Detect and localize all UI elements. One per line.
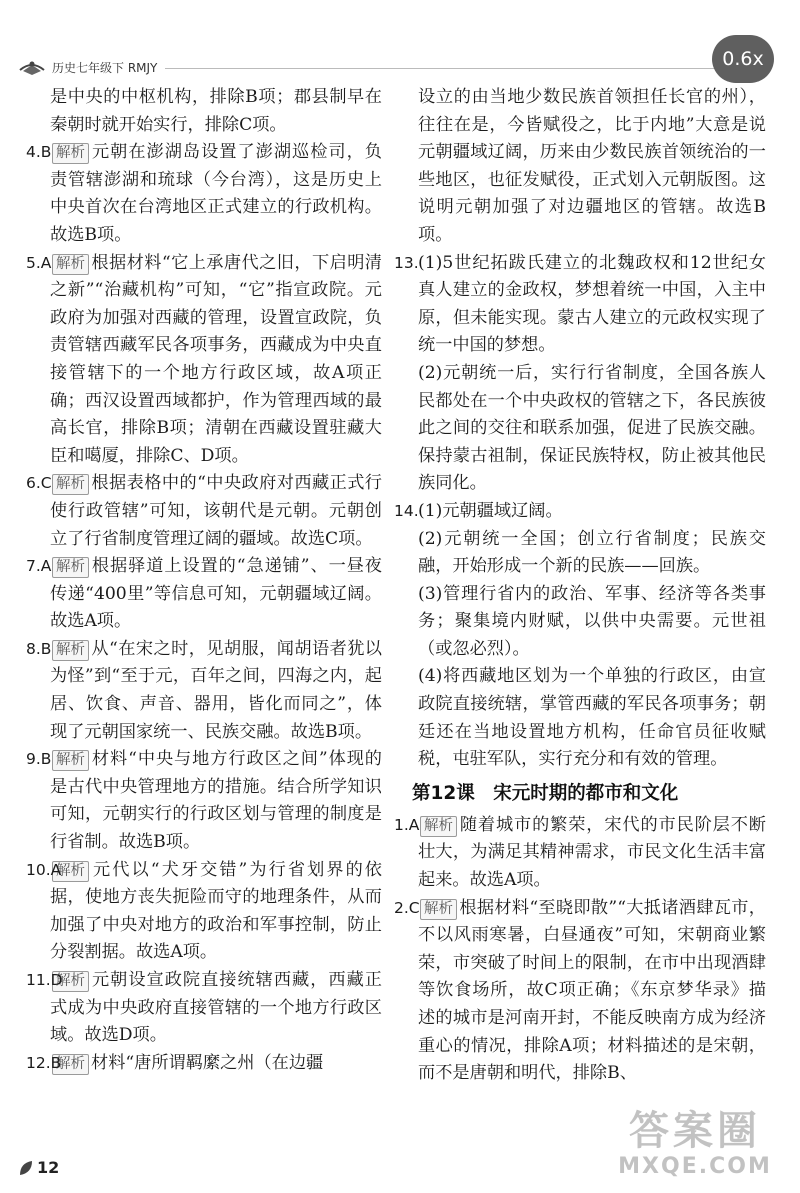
analysis-text: 元朝在澎湖岛设置了澎湖巡检司，负责管辖澎湖和琉球（今台湾），这是历史上中央首次在台湾地区正式建立的行政机构。故选B项。: [50, 142, 382, 245]
analysis-tag: 解析: [52, 971, 89, 992]
answer-number: 12.B: [26, 1053, 62, 1072]
analysis-tag: 解析: [52, 750, 89, 771]
answer-item-10: [26, 857, 382, 967]
answer-item-l12-2: [394, 895, 766, 1088]
answer-part: (2)元朝统一全国；创立行省制度；民族交融，开始形成一个新的民族——回族。: [418, 528, 766, 577]
answer-item-6: [26, 470, 382, 553]
answer-item-8: [26, 636, 382, 746]
answer-item-4: [26, 139, 382, 249]
analysis-text: 元代以“犬牙交错”为行省划界的依据，使地方丧失扼险而守的地理条件，从而加强了中央对地方的政治和军事控制，防止分裂割据。故选A项。: [50, 859, 382, 963]
answer-number: 4.B: [26, 143, 52, 162]
analysis-tag: 解析: [420, 816, 457, 837]
analysis-text: 从“在宋之时，见胡服，闻胡语者犹以为怪”到“至于元，百年之间，四海之内，起居、饮食、声音、器用，皆化而同之”，体现了元朝国家统一、民族交融。故选B项。: [50, 638, 382, 742]
answer-number: 5.A: [26, 253, 52, 272]
answer-item-5: [26, 250, 382, 471]
answer-number: 14.: [394, 501, 419, 520]
analysis-tag: 解析: [52, 143, 89, 164]
analysis-tag: 解析: [52, 254, 89, 275]
answer-text: 是中央的中枢机构，排除B项；郡县制早在秦朝时就开始实行，排除C项。: [50, 87, 382, 135]
left-column: [26, 84, 382, 1077]
answer-number: 1.A: [394, 815, 420, 834]
analysis-text: 根据表格中的“中央政府对西藏正式行使行政管辖”可知，该朝代是元朝。元朝创立了行省制度管理辽阔的疆域。故选C项。: [50, 473, 382, 549]
answer-item-l12-1: [394, 812, 766, 895]
analysis-tag: 解析: [420, 899, 457, 920]
watermark-line-2: MXQE.COM: [618, 1154, 772, 1179]
answer-part: (1)元朝疆域辽阔。: [418, 500, 563, 521]
zoom-level-badge[interactable]: 0.6x: [712, 35, 774, 83]
answer-number: 7.A: [26, 557, 52, 576]
right-column: [394, 84, 766, 1088]
watermark-line-1: 答案圈: [629, 1108, 761, 1154]
answer-part: (3)管理行省内的政治、军事、经济等各类事务；聚集境内财赋，以供中央需要。元世祖（或忽必烈）。: [418, 583, 766, 659]
answer-item-7: [26, 553, 382, 636]
analysis-tag: 解析: [52, 474, 89, 495]
answer-number: 13.: [394, 253, 419, 272]
page-number: [18, 1158, 59, 1177]
analysis-tag: 解析: [52, 861, 89, 882]
book-title: 历史七年级下 RMJY: [52, 60, 158, 75]
page-number-text: 12: [37, 1158, 60, 1177]
analysis-text: 根据材料“它上承唐代之旧，下启明清之新”“治藏机构”可知，“它”指宣政院。元政府为加强对西藏的管理，设置宣政院，负责管辖西藏军民各项事务，西藏成为中央直接管辖下的一个地方行政区域，故A项正确；西汉设置西域都护，作为管理西域的最高长官，排除B项；清朝在西藏设置驻藏大臣和噶厦，排除C、D项。: [50, 252, 382, 466]
answer-part: (2)元朝统一后，实行行省制度，全国各族人民都处在一个中央政权的管辖之下，各民族彼此之间的交往和联系加强，促进了民族交融。保持蒙古祖制，保证民族特权，防止被其他民族同化。: [418, 362, 766, 494]
analysis-tag: 解析: [52, 640, 89, 661]
analysis-text: 根据材料“至晓即散”“大抵诸酒肆瓦市，不以风雨寒暑，白昼通夜”可知，宋朝商业繁荣，市突破了时间上的限制，在市中出现酒肆等饮食场所，故C项正确；《东京梦华录》描述的城市是河南开封，不能反映南方成为经济重心的情况，排除A项；材料描述的是宋朝，而不是唐朝和明代，排除B、: [418, 897, 766, 1084]
answer-part: (4)将西藏地区划为一个单独的行政区，由宣政院直接统辖，掌管西藏的军民各项事务；朝廷还在当地设置地方机构，任命官员征收赋税，屯驻军队，实行充分和有效的管理。: [418, 666, 766, 770]
analysis-text: 材料“唐所谓羁縻之州（在边疆: [91, 1052, 324, 1073]
analysis-text: 材料“中央与地方行政区之间”体现的是古代中央管理地方的措施。结合所学知识可知，元朝实行的行政区划与管理的制度是行省制。故选B项。: [50, 749, 382, 853]
answer-number: 6.C: [26, 474, 52, 493]
analysis-tag: 解析: [52, 557, 89, 578]
header-rule: [165, 68, 718, 69]
answer-item-12: [26, 1050, 382, 1078]
answer-item: [26, 84, 382, 139]
answer-item-14: [394, 498, 766, 526]
answer-item-11: [26, 967, 382, 1050]
answer-item-13: [394, 250, 766, 360]
analysis-text: 根据驿道上设置的“急递铺”、一昼夜传递“400里”等信息可知，元朝疆域辽阔。故选A项。: [50, 556, 382, 632]
site-watermark: [600, 1108, 790, 1188]
analysis-text: 随着城市的繁荣，宋代的市民阶层不断壮大，为满足其精神需求，市民文化生活丰富起来。故选A项。: [418, 814, 766, 891]
answer-item-12-continued: [394, 84, 766, 250]
answer-number: 10.A: [26, 860, 62, 879]
analysis-text: 元朝设宣政院直接统辖西藏，西藏正式成为中央政府直接管辖的一个地方行政区域。故选D项。: [50, 970, 382, 1046]
answer-part: (1)5世纪拓跋氏建立的北魏政权和12世纪女真人建立的金政权，梦想着统一中国，入主中原，但未能实现。蒙古人建立的元政权实现了统一中国的梦想。: [418, 252, 766, 356]
book-logo-icon: [18, 56, 46, 78]
answer-item-9: [26, 746, 382, 856]
answer-number: 9.B: [26, 750, 52, 769]
answer-number: 8.B: [26, 639, 52, 658]
lesson-title: 第12课 宋元时期的都市和文化: [412, 782, 679, 804]
answer-text: 设立的由当地少数民族首领担任长官的州），往往在是，今皆赋役之，比于内地”大意是说元朝疆域辽阔，历来由少数民族首领统治的一些地区，也征发赋役，正式划入元朝版图。这说明元朝加强了对边疆地区的管辖。故选B项。: [418, 87, 766, 245]
leaf-icon: [18, 1159, 34, 1177]
page-header: [18, 52, 718, 82]
analysis-tag: 解析: [52, 1054, 89, 1075]
answer-number: 2.C: [394, 898, 420, 917]
answer-number: 11.D: [26, 971, 63, 989]
